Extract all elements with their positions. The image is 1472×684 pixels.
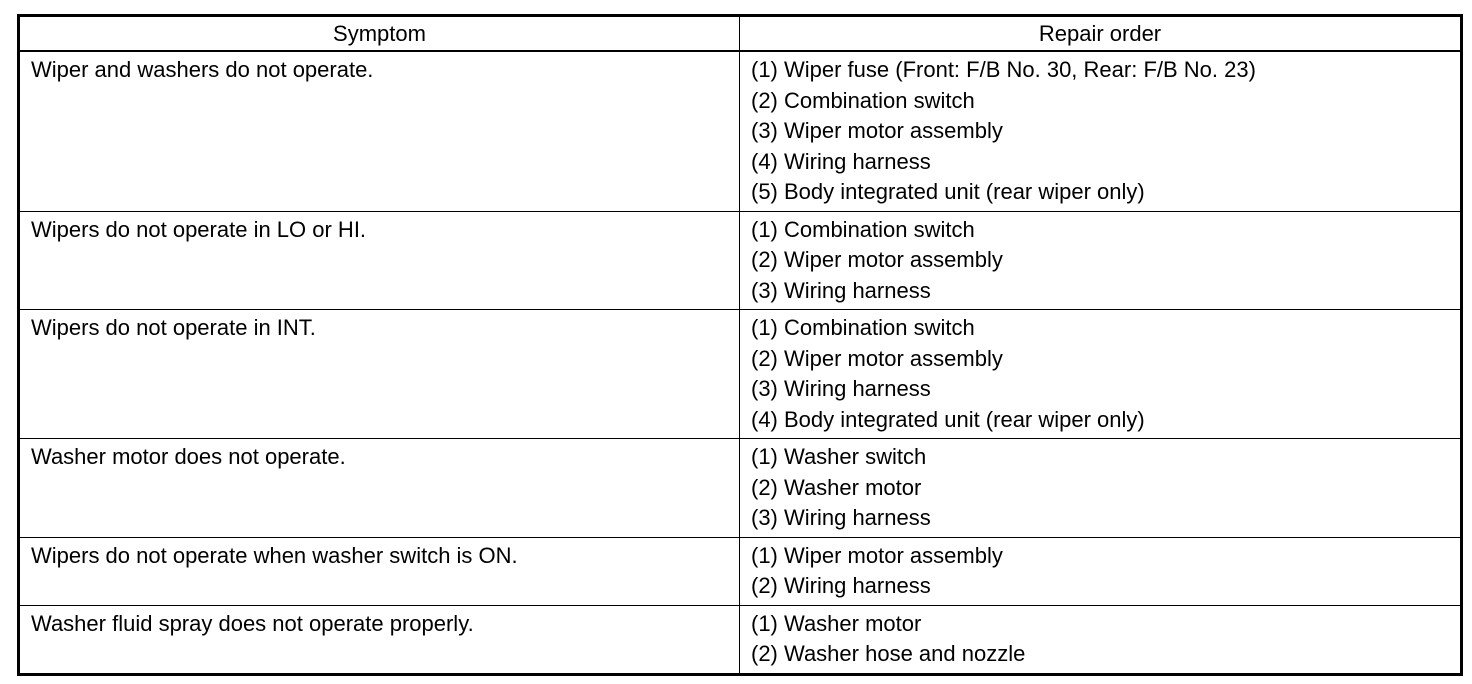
table-row bbox=[19, 310, 1462, 439]
symptom-cell: Wipers do not operate when washer switch is ON. bbox=[19, 537, 740, 605]
repair-order-cell bbox=[740, 51, 1462, 211]
repair-step: (3) Wiring harness bbox=[751, 277, 931, 303]
table-row bbox=[19, 51, 1462, 211]
repair-step: (2) Wiring harness bbox=[751, 573, 931, 598]
repair-step: (3) Wiper motor assembly bbox=[751, 118, 1003, 143]
repair-step: (3) Wiring harness bbox=[751, 376, 931, 401]
repair-step: (4) Body integrated unit (rear wiper only) bbox=[751, 406, 1145, 432]
repair-step: (1) Combination switch bbox=[751, 315, 975, 340]
repair-step: (4) Wiring harness bbox=[751, 148, 931, 174]
repair-step: (5) Body integrated unit (rear wiper only) bbox=[751, 179, 1145, 204]
repair-order-cell bbox=[740, 310, 1462, 439]
symptom-cell: Washer fluid spray does not operate properly. bbox=[19, 605, 740, 674]
repair-step: (2) Washer motor bbox=[751, 474, 922, 500]
repair-step: (2) Wiper motor assembly bbox=[751, 345, 1003, 371]
symptom-cell: Wipers do not operate in INT. bbox=[19, 310, 740, 439]
repair-step: (1) Washer motor bbox=[751, 610, 922, 636]
repair-step: (2) Washer hose and nozzle bbox=[751, 641, 1026, 666]
repair-step: (1) Wiper motor assembly bbox=[751, 542, 1003, 568]
repair-step: (1) Washer switch bbox=[751, 444, 927, 469]
symptom-cell: Wiper and washers do not operate. bbox=[19, 51, 740, 211]
repair-step: (1) Combination switch bbox=[751, 216, 975, 242]
repair-order-cell bbox=[740, 211, 1462, 310]
symptom-cell: Washer motor does not operate. bbox=[19, 439, 740, 538]
table-row bbox=[19, 439, 1462, 538]
symptom-cell: Wipers do not operate in LO or HI. bbox=[19, 211, 740, 310]
diagnosis-table bbox=[17, 14, 1463, 676]
repair-step: (3) Wiring harness bbox=[751, 505, 931, 530]
repair-step: (2) Wiper motor assembly bbox=[751, 247, 1003, 272]
repair-order-cell bbox=[740, 605, 1462, 674]
repair-step: (1) Wiper fuse (Front: F/B No. 30, Rear: F/B No. 23) bbox=[751, 57, 1256, 82]
table-row bbox=[19, 605, 1462, 674]
diagnosis-table-container bbox=[17, 14, 1463, 676]
table-row bbox=[19, 211, 1462, 310]
column-header-symptom: Symptom bbox=[19, 16, 740, 52]
table-row bbox=[19, 537, 1462, 605]
repair-step: (2) Combination switch bbox=[751, 87, 975, 113]
header-row bbox=[19, 16, 1462, 52]
repair-order-cell bbox=[740, 537, 1462, 605]
repair-order-cell bbox=[740, 439, 1462, 538]
column-header-repair-order: Repair order bbox=[740, 16, 1462, 52]
